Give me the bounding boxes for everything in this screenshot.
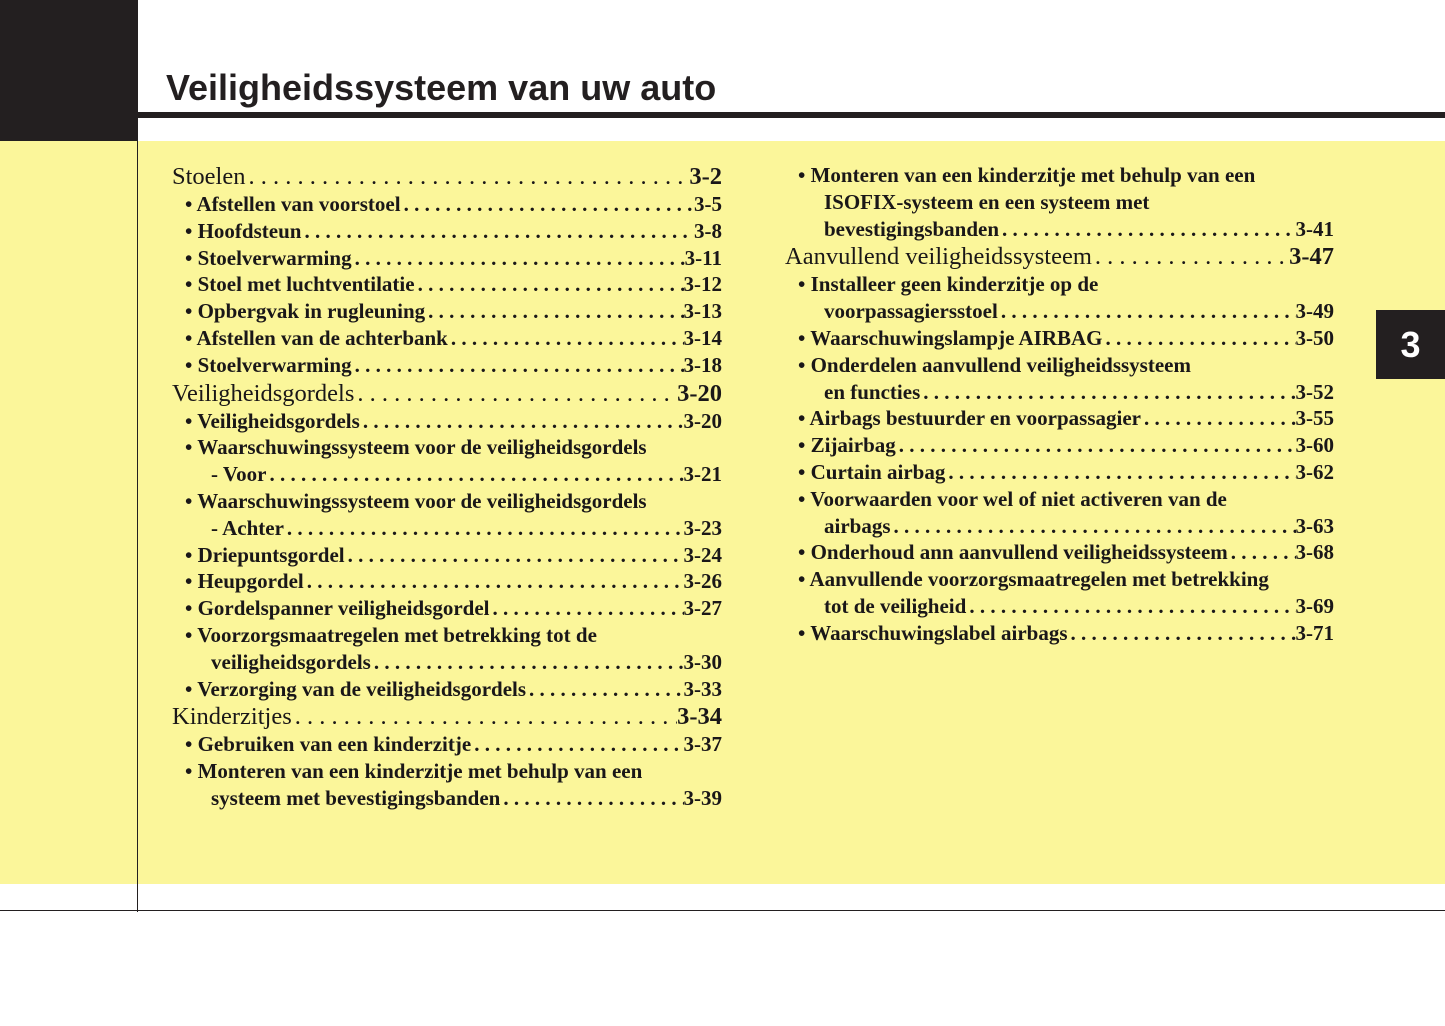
- page-title: Veiligheidssysteem van uw auto: [166, 67, 717, 108]
- toc-page-number: 3-27: [683, 596, 722, 621]
- footer-horizontal-rule: [0, 910, 1445, 911]
- toc-page-number: 3-13: [683, 299, 722, 324]
- toc-right-column: [785, 162, 1334, 647]
- toc-entry: [785, 352, 1334, 379]
- toc-entry[interactable]: [785, 620, 1334, 647]
- toc-entry-text: • Heupgordel: [185, 569, 304, 594]
- toc-entry[interactable]: [172, 649, 722, 676]
- dot-leader: [401, 191, 694, 218]
- toc-page-number: 3-2: [689, 163, 722, 190]
- toc-entry: [172, 434, 722, 461]
- dot-leader: [998, 298, 1296, 325]
- toc-entry[interactable]: [785, 216, 1334, 243]
- toc-entry-text: • Waarschuwingssysteem voor de veiligheidsgordels: [185, 435, 647, 460]
- toc-entry: [172, 622, 722, 649]
- chapter-tab[interactable]: 3: [1376, 310, 1445, 379]
- toc-entry[interactable]: [172, 785, 722, 812]
- toc-page-number: 3-30: [683, 649, 722, 674]
- toc-page-number: 3-68: [1295, 540, 1334, 565]
- toc-entry[interactable]: [785, 513, 1334, 540]
- toc-entry-text: ISOFIX-systeem en een systeem met: [824, 189, 1150, 214]
- toc-entry[interactable]: [172, 676, 722, 703]
- dot-leader: [448, 325, 684, 352]
- dot-leader: [526, 676, 683, 703]
- toc-entry-text: • Afstellen van voorstoel: [185, 192, 401, 216]
- toc-entry[interactable]: [172, 731, 722, 758]
- toc-page-number: 3-37: [683, 732, 722, 757]
- toc-entry[interactable]: [172, 568, 722, 595]
- dot-leader: [471, 731, 683, 758]
- toc-entry[interactable]: [172, 408, 722, 435]
- toc-section-entry[interactable]: [172, 379, 722, 408]
- toc-entry[interactable]: [785, 405, 1334, 432]
- toc-entry[interactable]: [785, 593, 1334, 620]
- dot-leader: [966, 593, 1295, 620]
- toc-entry-text: • Waarschuwingssysteem voor de veiligheidsgordels: [185, 488, 647, 513]
- toc-entry[interactable]: [172, 595, 722, 622]
- dot-leader: [292, 702, 677, 731]
- toc-entry-text: • Waarschuwingslabel airbags: [798, 620, 1068, 645]
- toc-entry: [785, 566, 1334, 593]
- toc-entry-text: • Afstellen van de achterbank: [185, 325, 448, 350]
- toc-page-number: 3-39: [683, 785, 722, 810]
- toc-page-number: 3-24: [683, 542, 722, 567]
- toc-section-entry[interactable]: [172, 162, 722, 191]
- toc-entry[interactable]: [172, 515, 722, 542]
- toc-page-number: 3-41: [1295, 216, 1334, 241]
- toc-entry: [785, 271, 1334, 298]
- toc-entry-text: voorpassagiersstoel: [824, 299, 998, 324]
- toc-entry: [785, 486, 1334, 513]
- toc-entry-text: • Verzorging van de veiligheidsgordels: [185, 676, 527, 701]
- toc-page-number: 3-47: [1289, 243, 1334, 271]
- dot-leader: [1141, 405, 1296, 432]
- toc-page-number: 3-69: [1295, 593, 1334, 618]
- toc-page-number: 3-8: [694, 218, 722, 243]
- toc-entry-text: • Gebruiken van een kinderzitje: [185, 732, 472, 757]
- toc-entry[interactable]: [785, 459, 1334, 486]
- toc-entry-text: Veiligheidsgordels: [172, 379, 355, 407]
- dot-leader: [1068, 620, 1296, 647]
- toc-entry: [172, 758, 722, 785]
- toc-entry[interactable]: [172, 271, 722, 298]
- toc-entry-text: • Airbags bestuurder en voorpassagier: [798, 406, 1141, 431]
- dot-leader: [352, 245, 685, 272]
- toc-entry-text: • Monteren van een kinderzitje met behulp van een: [798, 163, 1256, 187]
- toc-entry[interactable]: [785, 379, 1334, 406]
- dot-leader: [304, 568, 684, 595]
- toc-page-number: 3-5: [694, 192, 722, 216]
- title-underline-rule: [138, 112, 1445, 118]
- dot-leader: [284, 515, 684, 542]
- toc-entry-text: Aanvullend veiligheidssysteem: [785, 243, 1092, 271]
- toc-entry[interactable]: [172, 325, 722, 352]
- toc-entry-text: • Installeer geen kinderzitje op de: [798, 272, 1099, 297]
- toc-entry-text: en functies: [824, 379, 921, 404]
- toc-page-number: 3-12: [683, 272, 722, 297]
- toc-entry[interactable]: [172, 218, 722, 245]
- toc-page-number: 3-49: [1295, 299, 1334, 324]
- dot-leader: [500, 785, 683, 812]
- toc-entry: [785, 189, 1334, 216]
- toc-page-number: 3-33: [683, 676, 722, 701]
- toc-page-number: 3-18: [683, 352, 722, 377]
- toc-entry-text: Stoelen: [172, 163, 246, 190]
- toc-entry-text: • Aanvullende voorzorgsmaatregelen met betrekking: [798, 567, 1269, 592]
- toc-entry-text: • Voorwaarden voor wel of niet activeren van de: [798, 486, 1227, 511]
- toc-entry-text: • Onderhoud ann aanvullend veiligheidssysteem: [798, 540, 1228, 565]
- toc-page-number: 3-23: [683, 515, 722, 540]
- toc-page-number: 3-71: [1295, 620, 1334, 645]
- toc-entry: [172, 488, 722, 515]
- toc-entry-text: • Opbergvak in rugleuning: [185, 299, 426, 324]
- toc-entry[interactable]: [172, 461, 722, 488]
- toc-entry[interactable]: [785, 539, 1334, 566]
- toc-entry[interactable]: [785, 325, 1334, 352]
- toc-entry[interactable]: [172, 245, 722, 272]
- dot-leader: [1228, 539, 1296, 566]
- toc-page-number: 3-14: [683, 325, 722, 350]
- margin-vertical-rule: [137, 141, 138, 912]
- dot-leader: [920, 379, 1295, 406]
- toc-entry-text: - Achter: [211, 515, 284, 540]
- toc-entry-text: - Voor: [211, 462, 267, 487]
- dot-leader: [489, 595, 683, 622]
- toc-entry-text: • Voorzorgsmaatregelen met betrekking tot de: [185, 622, 597, 647]
- toc-page-number: 3-26: [683, 569, 722, 594]
- toc-entry[interactable]: [785, 298, 1334, 325]
- toc-entry[interactable]: [172, 352, 722, 379]
- toc-page-number: 3-34: [677, 703, 722, 731]
- toc-page-number: 3-21: [683, 462, 722, 487]
- toc-left-column: [172, 162, 722, 812]
- dot-leader: [896, 432, 1296, 459]
- toc-entry[interactable]: [785, 432, 1334, 459]
- toc-entry[interactable]: [172, 191, 722, 218]
- toc-entry-text: • Stoelverwarming: [185, 245, 352, 270]
- dot-leader: [371, 649, 684, 676]
- toc-entry-text: • Stoelverwarming: [185, 352, 352, 377]
- toc-page-number: 3-55: [1295, 406, 1334, 431]
- toc-entry-text: • Gordelspanner veiligheidsgordel: [185, 596, 490, 621]
- toc-section-entry[interactable]: [785, 242, 1334, 271]
- toc-page-number: 3-20: [677, 379, 722, 407]
- toc-entry-text: • Curtain airbag: [798, 459, 946, 484]
- toc-entry[interactable]: [172, 298, 722, 325]
- dot-leader: [1103, 325, 1296, 352]
- toc-entry-text: tot de veiligheid: [824, 593, 967, 618]
- dot-leader: [354, 379, 677, 408]
- dot-leader: [999, 216, 1295, 243]
- corner-black-block: [0, 0, 138, 141]
- dot-leader: [266, 461, 683, 488]
- dot-leader: [945, 459, 1295, 486]
- toc-page-number: 3-63: [1295, 513, 1334, 538]
- toc-entry: [785, 162, 1334, 189]
- toc-entry-text: • Veiligheidsgordels: [185, 408, 360, 433]
- toc-entry-text: • Onderdelen aanvullend veiligheidssysteem: [798, 352, 1191, 377]
- toc-entry-text: • Waarschuwingslampje AIRBAG: [798, 325, 1103, 350]
- toc-page-number: 3-60: [1295, 433, 1334, 458]
- dot-leader: [246, 162, 690, 191]
- dot-leader: [425, 298, 683, 325]
- toc-entry-text: • Zijairbag: [798, 433, 896, 458]
- toc-entry-text: airbags: [824, 513, 891, 538]
- toc-page-number: 3-11: [684, 245, 722, 270]
- toc-entry-text: • Monteren van een kinderzitje met behulp van een: [185, 759, 643, 784]
- toc-entry-text: veiligheidsgordels: [211, 649, 371, 674]
- toc-entry[interactable]: [172, 542, 722, 569]
- dot-leader: [301, 218, 694, 245]
- toc-page-number: 3-62: [1295, 459, 1334, 484]
- dot-leader: [1092, 242, 1289, 271]
- toc-entry-text: • Stoel met luchtventilatie: [185, 272, 415, 297]
- toc-entry-text: Kinderzitjes: [172, 703, 292, 731]
- toc-entry-text: systeem met bevestigingsbanden: [211, 785, 501, 810]
- dot-leader: [360, 408, 684, 435]
- toc-page-number: 3-50: [1295, 325, 1334, 350]
- dot-leader: [345, 542, 684, 569]
- toc-page-number: 3-20: [683, 408, 722, 433]
- dot-leader: [352, 352, 684, 379]
- dot-leader: [415, 271, 684, 298]
- toc-page-number: 3-52: [1295, 379, 1334, 404]
- toc-entry-text: • Hoofdsteun: [185, 218, 302, 243]
- toc-entry-text: • Driepuntsgordel: [185, 542, 345, 567]
- dot-leader: [891, 513, 1296, 540]
- toc-section-entry[interactable]: [172, 702, 722, 731]
- toc-entry-text: bevestigingsbanden: [824, 216, 1000, 241]
